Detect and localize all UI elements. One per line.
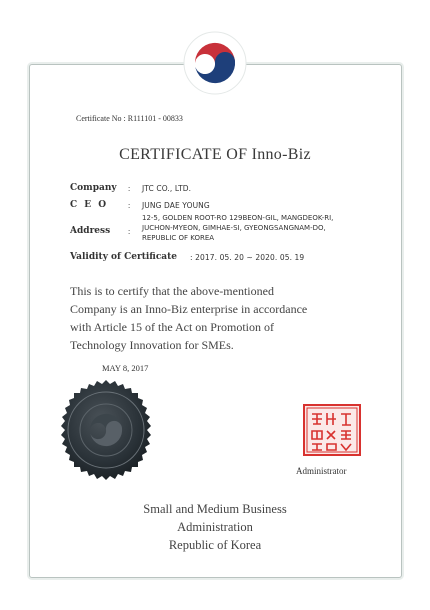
- statement-line: This is to certify that the above-mentioned: [70, 284, 274, 298]
- ceo-label: C E O: [70, 200, 109, 210]
- statement-line: Company is an Inno-Biz enterprise in accordance: [70, 302, 308, 316]
- certificate-title: CERTIFICATE OF Inno-Biz: [119, 146, 311, 163]
- certificate-number: Certificate No : R111101 - 00833: [76, 114, 183, 123]
- address-line: JUCHON-MYEON, GIMHAE-SI, GYEONGSANGNAM-DO,: [142, 224, 326, 232]
- issue-date: MAY 8, 2017: [102, 363, 149, 373]
- statement-line: Technology Innovation for SMEs.: [70, 338, 234, 352]
- taegeuk-emblem-icon: [183, 31, 247, 95]
- company-value: JTC CO., LTD.: [142, 184, 192, 193]
- certification-statement: [70, 282, 362, 354]
- address-line: 12-5, GOLDEN ROOT-RO 129BEON-GIL, MANGDEOK-RI,: [142, 214, 334, 222]
- issuing-agency: [0, 500, 430, 554]
- validity-value: : 2017. 05. 20 ~ 2020. 05. 19: [190, 253, 305, 262]
- address-colon: :: [128, 227, 131, 236]
- company-label: Company: [70, 183, 117, 193]
- ceo-colon: :: [128, 201, 131, 210]
- administrator-label: Administrator: [296, 466, 347, 476]
- red-official-stamp-icon: [303, 404, 361, 456]
- embossed-seal-icon: [52, 378, 160, 486]
- agency-line: Republic of Korea: [168, 538, 262, 552]
- address-line: REPUBLIC OF KOREA: [142, 234, 215, 242]
- statement-line: with Article 15 of the Act on Promotion of: [70, 320, 274, 334]
- address-label: Address: [70, 226, 111, 236]
- address-value: [142, 213, 333, 243]
- agency-line: Small and Medium Business: [143, 502, 287, 516]
- ceo-value: JUNG DAE YOUNG: [142, 201, 210, 210]
- agency-line: Administration: [177, 520, 253, 534]
- validity-label: Validity of Certificate: [70, 252, 178, 262]
- company-colon: :: [128, 184, 131, 193]
